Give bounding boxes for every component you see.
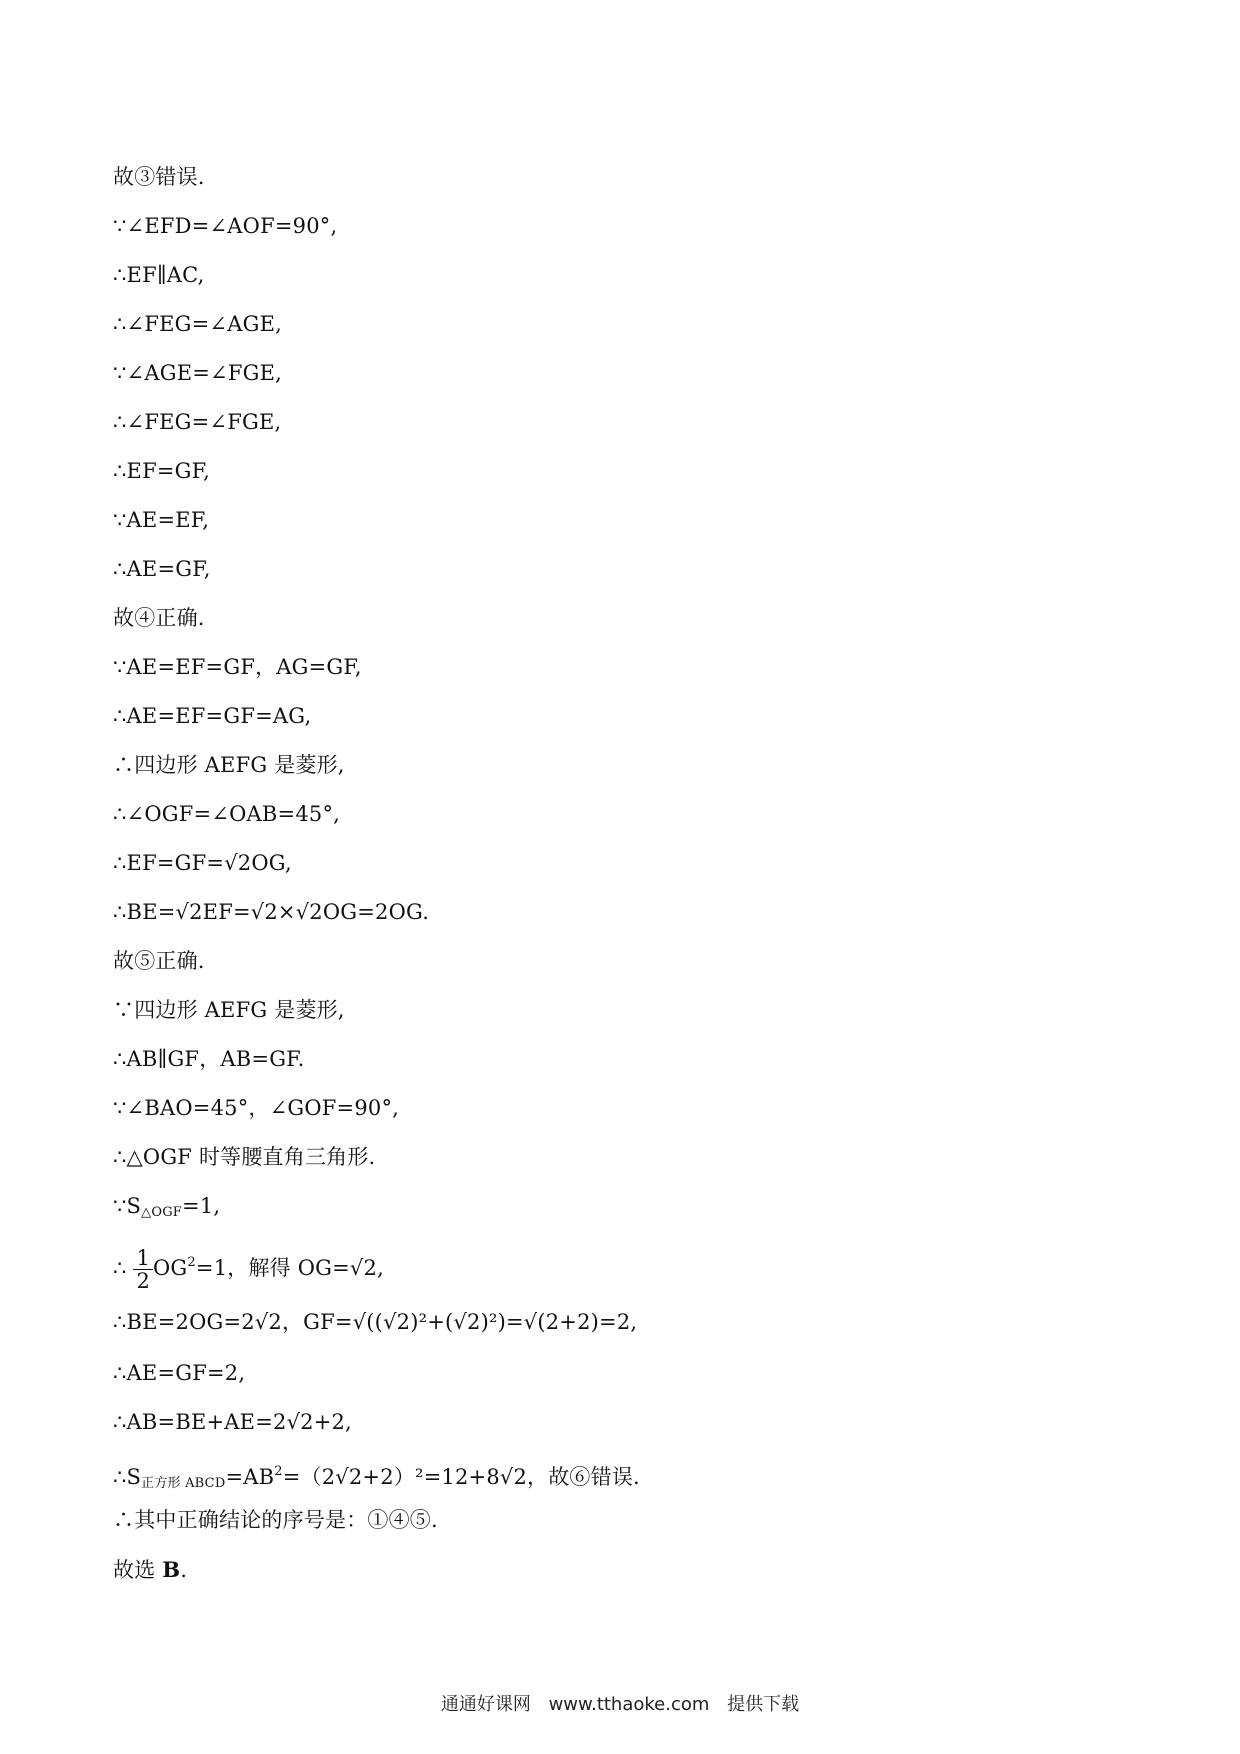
text-line: ∴∠FEG=∠AGE, — [113, 312, 282, 336]
answer-choice: B — [162, 1557, 181, 1582]
text-line: ∴EF=GF=√2OG, — [113, 851, 292, 875]
text-line: ∴△OGF 时等腰直角三角形. — [113, 1145, 376, 1169]
fraction-numerator: 1 — [133, 1247, 153, 1270]
page-footer — [0, 1690, 1240, 1716]
text-line: ∵AE=EF=GF，AG=GF, — [113, 655, 362, 679]
area-given-line — [113, 1182, 1113, 1231]
solution-text — [113, 153, 1113, 1594]
fraction-line — [113, 1231, 1113, 1295]
text-line: ∴∠OGF=∠OAB=45°, — [113, 802, 341, 826]
area-given-prefix: ∵S — [113, 1194, 142, 1218]
text-line: ∵∠AGE=∠FGE, — [113, 361, 282, 385]
text-line: ∴BE=√2EF=√2×√2OG=2OG. — [113, 900, 430, 924]
answer-prefix: 故选 — [113, 1558, 163, 1582]
fraction-prefix: ∴ — [113, 1256, 127, 1280]
text-line: ∴∠FEG=∠FGE, — [113, 410, 282, 434]
fraction — [133, 1247, 153, 1292]
text-line: 故⑤正确. — [113, 949, 205, 973]
conclusion-line: ∴其中正确结论的序号是：①④⑤. — [113, 1508, 438, 1532]
fraction-suffix: =1，解得 OG=√2, — [195, 1256, 384, 1280]
answer-line — [113, 1545, 1113, 1594]
fraction-denominator: 2 — [136, 1269, 151, 1293]
footer-tail: 提供下载 — [727, 1694, 800, 1715]
fraction-mid: OG — [153, 1256, 188, 1280]
area-result-subscript: 正方形 ABCD — [141, 1476, 226, 1491]
area-result-prefix: ∴S — [113, 1465, 142, 1489]
fraction-superscript: 2 — [187, 1255, 196, 1270]
text-line: ∴AB∥GF，AB=GF. — [113, 1047, 305, 1071]
answer-suffix: . — [180, 1558, 188, 1582]
area-result-superscript: 2 — [274, 1464, 283, 1479]
text-line: ∵∠BAO=45°，∠GOF=90°, — [113, 1096, 400, 1120]
area-result-line — [113, 1447, 1113, 1496]
text-line: ∴EF=GF, — [113, 459, 211, 483]
area-given-subscript: △OGF — [141, 1205, 183, 1220]
text-line: ∴AE=GF, — [113, 557, 211, 581]
text-line: 故③错误. — [113, 165, 205, 189]
area-result-mid: =AB — [225, 1465, 275, 1489]
text-line: ∴AE=GF=2, — [113, 1361, 246, 1385]
area-result-suffix: =（2√2+2）²=12+8√2，故⑥错误. — [282, 1465, 640, 1489]
text-line: ∴BE=2OG=2√2，GF=√((√2)²+(√2)²)=√(2+2)=2, — [113, 1310, 638, 1334]
area-given-suffix: =1, — [182, 1194, 221, 1218]
text-line: ∴AE=EF=GF=AG, — [113, 704, 312, 728]
footer-site-name: 通通好课网 — [440, 1694, 531, 1715]
text-line: ∴EF∥AC, — [113, 263, 205, 287]
footer-url: www.tthaoke.com — [548, 1694, 710, 1715]
text-line: 故④正确. — [113, 606, 205, 630]
text-line: ∴AB=BE+AE=2√2+2, — [113, 1410, 352, 1434]
text-line: ∵∠EFD=∠AOF=90°, — [113, 214, 338, 238]
text-line: ∴四边形 AEFG 是菱形, — [113, 753, 345, 777]
text-line: ∵AE=EF, — [113, 508, 210, 532]
text-line: ∵四边形 AEFG 是菱形, — [113, 998, 345, 1022]
